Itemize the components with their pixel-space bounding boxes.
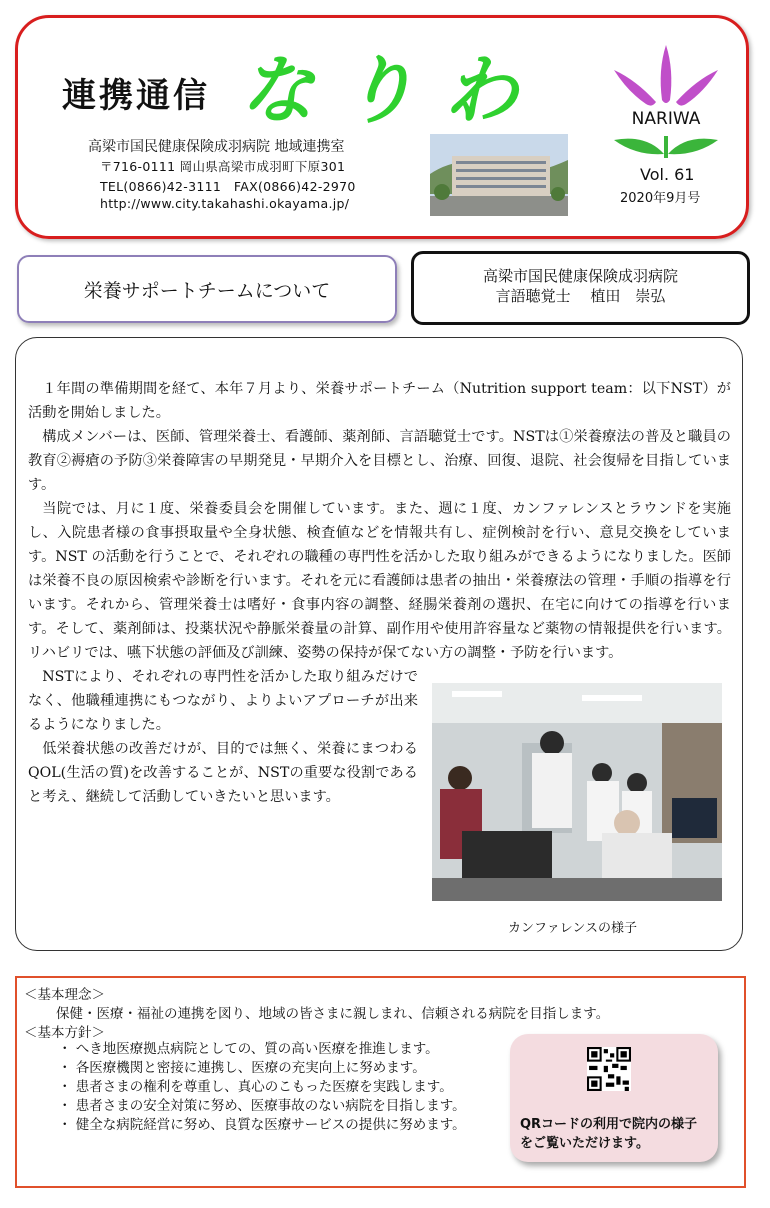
tel-fax: TEL(0866)42-3111 FAX(0866)42-2970 <box>100 179 356 194</box>
paragraph-4: NSTにより、それぞれの専門性を活かした取り組みだけでなく、他職種連携にもつながり、よりよいアプローチが出来るようになりました。 <box>28 669 418 733</box>
issue-date: 2020年9月号 <box>620 191 701 206</box>
qr-description: QRコードの利用で院内の様子をご覧いただけます。 <box>520 1117 698 1151</box>
article-topic: 栄養サポートチームについて <box>83 279 331 302</box>
policy-label: ＜基本方針＞ <box>24 1025 105 1041</box>
postal-address: 〒716-0111 岡山県高梁市成羽町下原301 <box>100 159 346 174</box>
paragraph-3: 当院では、月に１度、栄養委員会を開催しています。また、週に１度、カンファレンスとラウンドを実施し、入院患者様の食事摂取量や全身状態、検査値などを情報共有し、症例検討を行い、意見交換をしています。NST の活動を行うことで、それぞれの職種の専門性を活かした取り組みができるようになりました。医師は栄養不良の原因検索や診断を行います。それを元に看護師は患者の抽出・栄養療法の管理・手順の指導を行います。それから、管理栄養士は嗜好・食事内容の調整、経腸栄養剤の選択、在宅に向けての指導を行います。そして、薬剤師は、投薬状況や静脈栄養量の計算、副作用や使用許容量など薬物の情報提供を行います。リハビリでは、嚥下状態の評価及び訓練、姿勢の保持が保てない方の調整・予防を行います。 <box>28 501 731 661</box>
article-topic-box <box>17 255 397 323</box>
policy-item: ・ 健全な病院経営に努め、良質な医療サービスの提供に努めます。 <box>58 1117 466 1133</box>
author-name: 言語聴覚士 植田 崇弘 <box>495 287 666 305</box>
conference-photo <box>432 683 722 901</box>
philosophy-text: 保健・医療・福祉の連携を図り、地域の皆さまに親しまれ、信頼される病院を目指します。 <box>56 1006 610 1022</box>
policy-item: ・ へき地医療拠点病院としての、質の高い医療を推進します。 <box>58 1041 439 1057</box>
volume-number: Vol. 61 <box>640 165 695 184</box>
policy-list <box>58 1040 466 1135</box>
newsletter-title: 連携通信 <box>62 76 210 116</box>
photo-caption: カンファレンスの様子 <box>508 921 638 936</box>
hospital-department: 高梁市国民健康保険成羽病院 地域連携室 <box>88 139 345 155</box>
policy-item: ・ 患者さまの安全対策に努め、医療事故のない病院を目指します。 <box>58 1098 466 1114</box>
paragraph-2: 構成メンバーは、医師、管理栄養士、看護師、薬剤師、言語聴覚士です。NSTは①栄養療法の普及と職員の教育②褥瘡の予防③栄養障害の早期発見・早期介入を目標とし、治療、回復、退院、社会復帰を目指しています。 <box>28 429 731 493</box>
policy-item: ・ 患者さまの権利を尊重し、真心のこもった医療を実践します。 <box>58 1079 453 1095</box>
newsletter-title-nariwa: なりわ <box>240 48 546 134</box>
website-url[interactable]: http://www.city.takahashi.okayama.jp/ <box>100 196 350 211</box>
philosophy-label: ＜基本理念＞ <box>24 987 105 1003</box>
logo-text: NARIWA <box>631 109 701 129</box>
nariwa-flower-logo <box>606 40 726 170</box>
qr-code-icon[interactable] <box>587 1047 631 1091</box>
paragraph-1: １年間の準備期間を経て、本年７月より、栄養サポートチーム（Nutrition support team：以下NST）が活動を開始しました。 <box>28 381 731 421</box>
policy-item: ・ 各医療機関と密接に連携し、医療の充実向上に努めます。 <box>58 1060 426 1076</box>
author-box <box>411 251 750 325</box>
hospital-building-photo <box>430 134 568 216</box>
paragraph-5: 低栄養状態の改善だけが、目的では無く、栄養にまつわるQOL(生活の質)を改善することが、NSTの重要な役割であると考え、継続して活動していきたいと思います。 <box>28 741 418 805</box>
author-organization: 高梁市国民健康保険成羽病院 <box>482 267 678 285</box>
